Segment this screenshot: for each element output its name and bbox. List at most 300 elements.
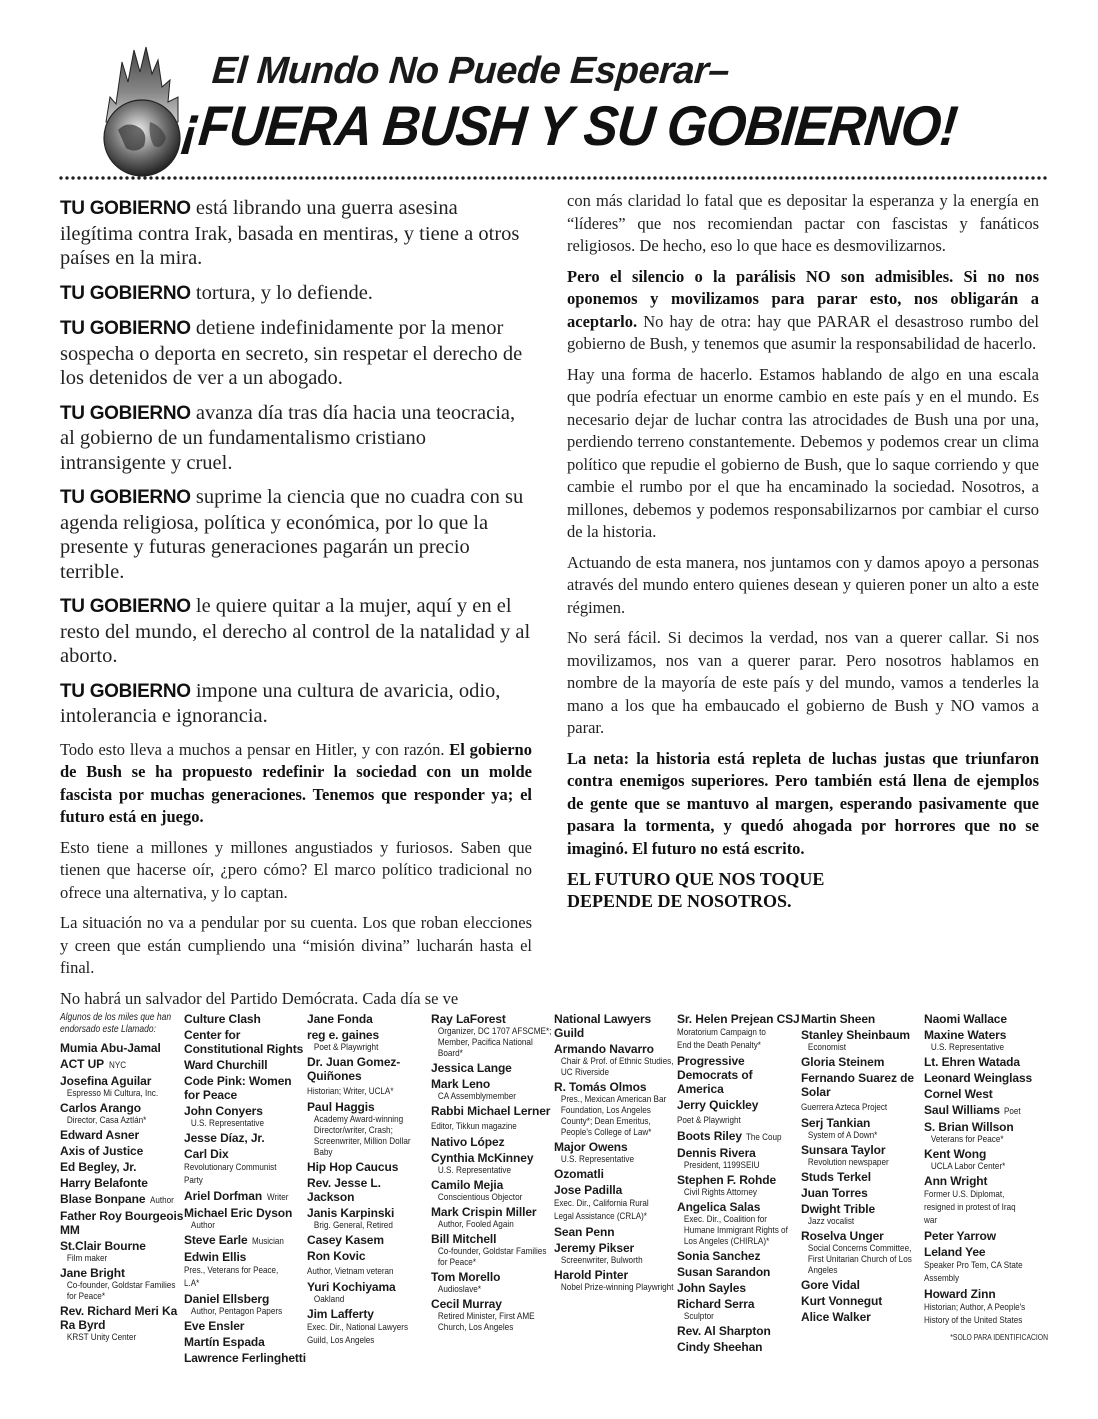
endorser-entry bbox=[554, 1183, 678, 1223]
paragraph-acting: Actuando de esta manera, nos juntamos con y damos apoyo a personas através del mundo entero quienes desean y quieren poner un alto a este régimen. bbox=[567, 552, 1039, 617]
endorser-affiliation: Retired Minister, First AME Church, Los Angeles bbox=[437, 1311, 535, 1333]
statement-text: detiene indefinidamente por la menor sospecha o deporta en secreto, sin respetar el derecho de los detenidos de ver a un abogado. bbox=[60, 317, 523, 389]
paragraph-hitler bbox=[60, 739, 532, 829]
endorser-affiliation: President, 1199SEIU bbox=[683, 1160, 760, 1171]
endorser-entry bbox=[431, 1061, 555, 1075]
endorser-name: Culture Clash bbox=[184, 1012, 261, 1026]
title-subheading: El Mundo No Puede Esperar– bbox=[210, 50, 731, 92]
endorser-affiliation: Editor, Tikkun magazine bbox=[431, 1121, 517, 1132]
endorser-name: Ward Churchill bbox=[184, 1058, 268, 1072]
statement-5 bbox=[60, 485, 532, 584]
endorser-entry bbox=[924, 1055, 1048, 1069]
endorser-entry bbox=[184, 1189, 308, 1204]
endorser-entry bbox=[184, 1058, 308, 1072]
flaming-globe-icon bbox=[96, 42, 188, 182]
endorser-affiliation: Jazz vocalist bbox=[807, 1216, 855, 1227]
endorser-name: Maxine Waters bbox=[924, 1028, 1007, 1042]
endorser-affiliation: Screenwriter, Bulworth bbox=[560, 1255, 643, 1266]
endorser-name: Saul Williams bbox=[924, 1103, 1000, 1117]
endorser-name: Naomi Wallace bbox=[924, 1012, 1007, 1026]
endorser-entry bbox=[801, 1202, 925, 1227]
endorser-affiliation: Organizer, DC 1707 AFSCME*; Member, Pacifica National Board* bbox=[437, 1026, 552, 1059]
endorser-name: Eve Ensler bbox=[184, 1319, 245, 1333]
endorser-affiliation: Veterans for Peace* bbox=[930, 1134, 1004, 1145]
endorser-entry bbox=[801, 1170, 925, 1184]
endorser-name: Ann Wright bbox=[924, 1174, 988, 1188]
endorser-entry bbox=[307, 1160, 431, 1174]
endorser-affiliation: Guerrera Azteca Project bbox=[801, 1102, 888, 1113]
endorser-entry bbox=[801, 1055, 925, 1069]
endorser-name: Gore Vidal bbox=[801, 1278, 860, 1292]
endorser-affiliation: Co-founder, Goldstar Families for Peace* bbox=[437, 1246, 547, 1268]
endorser-name: Josefina Aguilar bbox=[60, 1074, 152, 1088]
endorser-entry bbox=[60, 1239, 184, 1264]
endorsers-intro: Algunos de los miles que han endorsado este Llamado: bbox=[60, 1012, 172, 1035]
endorser-name: Jerry Quickley bbox=[677, 1098, 759, 1112]
endorser-name: John Conyers bbox=[184, 1104, 263, 1118]
endorser-name: Lt. Ehren Watada bbox=[924, 1055, 1020, 1069]
endorser-name: Serj Tankian bbox=[801, 1116, 871, 1130]
paragraph-emphasis: El gobierno de Bush se ha propuesto redefinir la sociedad con un molde fascista por muchas generaciones. Tenemos que responder ya; el futuro está en juego. bbox=[60, 739, 532, 826]
endorser-name: Carlos Arango bbox=[60, 1101, 141, 1115]
endorser-name: Rev. Al Sharpton bbox=[677, 1324, 771, 1338]
paragraph-millions: Esto tiene a millones y millones angustiados y furiosos. Saben que tienen que hacerse oír, ¿pero cómo? El marco político tradicional no ofrece una alternativa, y lo captan. bbox=[60, 837, 532, 902]
endorser-entry bbox=[431, 1077, 555, 1102]
endorser-affiliation: Audioslave* bbox=[437, 1284, 482, 1295]
statement-1 bbox=[60, 196, 532, 271]
endorser-affiliation: Poet & Playwright bbox=[677, 1115, 741, 1126]
endorser-entry bbox=[924, 1245, 1048, 1285]
endorser-name: Carl Dix bbox=[184, 1147, 229, 1161]
endorser-affiliation: Civil Rights Attorney bbox=[683, 1187, 757, 1198]
endorser-affiliation: UCLA Labor Center* bbox=[930, 1161, 1006, 1172]
endorser-name: Jose Padilla bbox=[554, 1183, 623, 1197]
endorser-affiliation: Writer bbox=[266, 1192, 288, 1203]
endorser-entry bbox=[801, 1143, 925, 1168]
endorser-name: Howard Zinn bbox=[924, 1287, 996, 1301]
endorser-entry bbox=[677, 1054, 801, 1096]
endorser-name: Alice Walker bbox=[801, 1310, 871, 1324]
endorser-affiliation: Espresso Mi Cultura, Inc. bbox=[66, 1088, 159, 1099]
endorser-affiliation: Brig. General, Retired bbox=[313, 1220, 393, 1231]
endorser-name: Jane Bright bbox=[60, 1266, 125, 1280]
endorser-affiliation: Film maker bbox=[66, 1253, 108, 1264]
endorser-entry bbox=[184, 1012, 308, 1026]
paragraph-text: No hay de otra: hay que PARAR el desastroso rumbo del gobierno de Bush, y tenemos que asumir la responsabilidad de hacerlo. bbox=[567, 311, 1039, 353]
endorser-entry bbox=[184, 1250, 308, 1290]
endorser-name: Bill Mitchell bbox=[431, 1232, 497, 1246]
endorser-entry bbox=[924, 1028, 1048, 1053]
endorser-name: Jane Fonda bbox=[307, 1012, 373, 1026]
endorser-name: Camilo Mejia bbox=[431, 1178, 504, 1192]
endorser-name: Jesse Díaz, Jr. bbox=[184, 1131, 265, 1145]
endorser-name: Harry Belafonte bbox=[60, 1176, 148, 1190]
endorser-affiliation: Author, Pentagon Papers bbox=[190, 1306, 283, 1317]
endorser-entry bbox=[60, 1266, 184, 1302]
statement-text: está librando una guerra asesina ilegítima contra Irak, basada en mentiras, y tiene a otros países en la mira. bbox=[60, 197, 520, 269]
endorser-name: Rabbi Michael Lerner bbox=[431, 1104, 551, 1118]
statement-text: le quiere quitar a la mujer, aquí y en el resto del mundo, el derecho al control de la natalidad y al aborto. bbox=[60, 595, 531, 667]
endorser-name: ACT UP bbox=[60, 1057, 105, 1071]
endorser-affiliation: Exec. Dir., National Lawyers Guild, Los Angeles bbox=[307, 1322, 408, 1346]
endorser-entry bbox=[677, 1281, 801, 1295]
statement-keyword: TU GOBIERNO bbox=[60, 318, 191, 339]
endorser-entry bbox=[924, 1120, 1048, 1145]
endorser-column bbox=[60, 1012, 184, 1345]
endorsers-list bbox=[60, 1012, 1050, 1372]
endorser-name: Ray LaForest bbox=[431, 1012, 506, 1026]
endorser-name: Sonia Sanchez bbox=[677, 1249, 761, 1263]
endorser-entry bbox=[431, 1104, 555, 1133]
endorser-entry bbox=[677, 1324, 801, 1338]
endorser-entry bbox=[431, 1232, 555, 1268]
endorser-affiliation: Sculptor bbox=[683, 1311, 714, 1322]
endorser-name: Armando Navarro bbox=[554, 1042, 654, 1056]
endorser-affiliation: Historian; Author, A People's History of the United States bbox=[924, 1302, 1026, 1326]
paragraph-way: Hay una forma de hacerlo. Estamos hablando de algo en una escala que podría efectuar un enorme cambio en este país y en el mundo. Es necesario dejar de luchar contra las atrocidades de Bush una por una, perdiendo terreno constantemente. Debemos y podemos crear un clima político que repudie el gobierno de Bush, que lo saque corriendo y que cambie el rumbo por el que ha encaminado la sociedad. Nosotros, a millones, debemos y podemos responsabilizarnos por cambiar el curso de la historia. bbox=[567, 364, 1039, 541]
endorser-name: Mark Leno bbox=[431, 1077, 491, 1091]
endorser-name: Cynthia McKinney bbox=[431, 1151, 534, 1165]
endorser-entry bbox=[184, 1292, 308, 1317]
statement-2 bbox=[60, 281, 532, 307]
endorser-name: Jeremy Pikser bbox=[554, 1241, 635, 1255]
endorser-entry bbox=[924, 1087, 1048, 1101]
endorser-name: Ariel Dorfman bbox=[184, 1189, 263, 1203]
endorser-entry bbox=[677, 1265, 801, 1279]
endorser-entry bbox=[801, 1229, 925, 1276]
endorser-name: Axis of Justice bbox=[60, 1144, 144, 1158]
endorser-name: Juan Torres bbox=[801, 1186, 868, 1200]
endorser-name: Father Roy Bourgeois MM bbox=[60, 1209, 184, 1237]
endorser-name: Ron Kovic bbox=[307, 1249, 366, 1263]
endorser-affiliation: Economist bbox=[807, 1042, 847, 1053]
endorser-entry bbox=[431, 1270, 555, 1295]
endorser-entry bbox=[184, 1074, 308, 1102]
endorser-affiliation: Co-founder, Goldstar Families for Peace* bbox=[66, 1280, 176, 1302]
endorser-entry bbox=[184, 1131, 308, 1145]
endorser-entry bbox=[677, 1200, 801, 1247]
endorser-entry bbox=[60, 1144, 184, 1158]
endorser-entry bbox=[307, 1055, 431, 1098]
paragraph-text: Todo esto lleva a muchos a pensar en Hitler, y con razón. bbox=[60, 739, 450, 759]
endorser-entry bbox=[307, 1249, 431, 1278]
endorser-name: Kent Wong bbox=[924, 1147, 987, 1161]
endorser-name: reg e. gaines bbox=[307, 1028, 380, 1042]
endorser-entry bbox=[924, 1174, 1048, 1227]
endorser-affiliation: Exec. Dir., California Rural Legal Assistance (CRLA)* bbox=[554, 1198, 649, 1222]
endorser-affiliation: Revolutionary Communist Party bbox=[184, 1162, 277, 1186]
closing-line-1: EL FUTURO QUE NOS TOQUE bbox=[567, 869, 825, 889]
endorser-name: Gloria Steinem bbox=[801, 1055, 885, 1069]
identification-footnote: *SOLO PARA IDENTIFICACION bbox=[950, 1333, 1048, 1342]
endorser-name: Fernando Suarez de Solar bbox=[801, 1071, 914, 1099]
endorser-entry bbox=[60, 1074, 184, 1099]
header bbox=[0, 0, 1098, 190]
endorser-entry bbox=[431, 1151, 555, 1176]
endorser-entry bbox=[554, 1225, 678, 1239]
endorser-entry bbox=[60, 1101, 184, 1126]
paragraph-clarity: con más claridad lo fatal que es depositar la esperanza y la energía en “líderes” que nos recomiendan pactar con fascistas y fanáticos religiosos. De hecho, eso lo que hace es desmovilizarnos. bbox=[567, 191, 1039, 255]
paragraph-history bbox=[567, 748, 1039, 861]
endorser-name: Lawrence Ferlinghetti bbox=[184, 1351, 306, 1365]
endorser-name: Blase Bonpane bbox=[60, 1192, 146, 1206]
endorser-entry bbox=[801, 1071, 925, 1114]
endorser-name: Susan Sarandon bbox=[677, 1265, 771, 1279]
closing-line-2: DEPENDE DE NOSOTROS. bbox=[567, 891, 792, 911]
endorser-name: Yuri Kochiyama bbox=[307, 1280, 396, 1294]
endorser-name: Ozomatli bbox=[554, 1167, 604, 1181]
statement-text: tortura, y lo defiende. bbox=[195, 281, 373, 304]
endorser-entry bbox=[307, 1280, 431, 1305]
endorser-name: Edwin Ellis bbox=[184, 1250, 247, 1264]
endorser-affiliation: Poet & Playwright bbox=[313, 1042, 379, 1053]
statement-keyword: TU GOBIERNO bbox=[60, 596, 191, 617]
statement-text: avanza día tras día hacia una teocracia, al gobierno de un fundamentalismo cristiano intransigente y cruel. bbox=[60, 401, 516, 474]
endorser-affiliation: Musician bbox=[252, 1236, 284, 1247]
endorser-name: Edward Asner bbox=[60, 1128, 140, 1142]
endorser-name: Stephen F. Rohde bbox=[677, 1173, 777, 1187]
endorser-name: Martin Sheen bbox=[801, 1012, 876, 1026]
endorser-entry bbox=[431, 1297, 555, 1333]
endorser-name: Mark Crispin Miller bbox=[431, 1205, 537, 1219]
endorser-entry bbox=[677, 1249, 801, 1263]
endorser-name: Cornel West bbox=[924, 1087, 993, 1101]
endorser-entry bbox=[801, 1278, 925, 1292]
endorser-name: Sean Penn bbox=[554, 1225, 615, 1239]
statement-keyword: TU GOBIERNO bbox=[60, 402, 191, 424]
endorser-entry bbox=[554, 1012, 678, 1040]
endorser-name: Studs Terkel bbox=[801, 1170, 871, 1184]
endorser-column bbox=[554, 1012, 678, 1295]
endorser-entry bbox=[184, 1335, 308, 1349]
endorser-affiliation: Historian; Writer, UCLA* bbox=[307, 1086, 394, 1097]
paragraph-savior: No habrá un salvador del Partido Demócrata. Cada día se ve bbox=[60, 988, 459, 1008]
statement-3 bbox=[60, 316, 532, 391]
endorser-name: Daniel Ellsberg bbox=[184, 1292, 270, 1306]
left-column bbox=[60, 196, 532, 1018]
endorser-name: Sunsara Taylor bbox=[801, 1143, 886, 1157]
endorser-name: R. Tomás Olmos bbox=[554, 1080, 647, 1094]
endorser-entry bbox=[801, 1028, 925, 1053]
paragraph-emphasis: La neta: la historia está repleta de luchas justas que triunfaron contra enemigos superiores. Pero también está llena de ejemplos de gente que se mantuvo al margen, esperando pasivamente que pasara la tormenta, y quedó ahogada por horrores que no se imaginó. El futuro no está escrito. bbox=[567, 748, 1039, 858]
endorser-entry bbox=[554, 1241, 678, 1266]
endorser-affiliation: Author bbox=[190, 1220, 215, 1231]
endorser-entry bbox=[924, 1103, 1048, 1118]
endorser-name: Peter Yarrow bbox=[924, 1229, 996, 1243]
endorser-name: Stanley Sheinbaum bbox=[801, 1028, 910, 1042]
paragraph-not-easy: No será fácil. Si decimos la verdad, nos van a querer callar. Si nos movilizamos, nos van a querer parar. Pero nosotros hablamos en nombre de la mayoría de este país y del mundo, vamos a tenderles la mano a los que ha embaucado el gobierno de Bush y NO vamos a parar. bbox=[567, 628, 1039, 737]
endorser-affiliation: Pres., Mexican American Bar Foundation, Los Angeles County*; Dean Emeritus, People's College of Law* bbox=[560, 1094, 667, 1138]
endorser-entry bbox=[60, 1057, 184, 1072]
endorser-column bbox=[431, 1012, 555, 1335]
endorser-name: Tom Morello bbox=[431, 1270, 501, 1284]
paragraph-situation: La situación no va a pendular por su cuenta. Los que roban elecciones y creen que están cumpliendo una “misión divina” lucharán hasta el final. bbox=[60, 913, 532, 977]
statement-4 bbox=[60, 401, 532, 476]
endorser-name: Richard Serra bbox=[677, 1297, 755, 1311]
endorser-name: Janis Karpinski bbox=[307, 1206, 395, 1220]
endorser-entry bbox=[677, 1173, 801, 1198]
endorser-name: Roselva Unger bbox=[801, 1229, 884, 1243]
endorser-name: Dennis Rivera bbox=[677, 1146, 756, 1160]
endorser-name: Casey Kasem bbox=[307, 1233, 384, 1247]
endorser-affiliation: Nobel Prize-winning Playwright bbox=[560, 1282, 674, 1293]
endorser-name: John Sayles bbox=[677, 1281, 746, 1295]
endorser-affiliation: Author, Fooled Again bbox=[437, 1219, 514, 1230]
endorser-affiliation: Speaker Pro Tem, CA State Assembly bbox=[924, 1260, 1023, 1284]
endorser-affiliation: U.S. Representative bbox=[437, 1165, 511, 1176]
endorser-entry bbox=[801, 1310, 925, 1324]
endorser-entry bbox=[307, 1176, 431, 1204]
endorser-entry bbox=[184, 1147, 308, 1187]
endorser-entry bbox=[677, 1340, 801, 1354]
endorser-entry bbox=[60, 1160, 184, 1174]
endorser-entry bbox=[924, 1012, 1048, 1026]
endorser-name: Cindy Sheehan bbox=[677, 1340, 763, 1354]
endorser-entry bbox=[60, 1128, 184, 1142]
endorser-entry bbox=[924, 1229, 1048, 1243]
endorser-entry bbox=[184, 1351, 308, 1365]
endorser-entry bbox=[60, 1176, 184, 1190]
endorser-affiliation: Author bbox=[149, 1195, 174, 1206]
endorser-name: Dr. Juan Gomez-Quiñones bbox=[307, 1055, 401, 1083]
endorser-entry bbox=[554, 1140, 678, 1165]
endorser-affiliation: Director, Casa Aztlán* bbox=[66, 1115, 147, 1126]
statement-keyword: TU GOBIERNO bbox=[60, 487, 191, 508]
statement-6 bbox=[60, 594, 532, 669]
endorser-column bbox=[677, 1012, 801, 1356]
endorser-name: Kurt Vonnegut bbox=[801, 1294, 883, 1308]
statement-keyword: TU GOBIERNO bbox=[60, 282, 191, 304]
endorser-affiliation: Social Concerns Committee, First Unitarian Church of Los Angeles bbox=[807, 1243, 912, 1276]
endorser-column bbox=[924, 1012, 1048, 1342]
endorser-name: Nativo López bbox=[431, 1135, 505, 1149]
endorser-entry bbox=[307, 1028, 431, 1053]
endorser-affiliation: CA Assemblymember bbox=[437, 1091, 516, 1102]
endorser-name: Martín Espada bbox=[184, 1335, 265, 1349]
endorser-name: Jessica Lange bbox=[431, 1061, 512, 1075]
endorser-entry bbox=[307, 1012, 431, 1026]
endorser-name: Paul Haggis bbox=[307, 1100, 375, 1114]
endorser-affiliation: Oakland bbox=[313, 1294, 345, 1305]
endorser-name: Rev. Jesse L. Jackson bbox=[307, 1176, 381, 1204]
endorser-affiliation: Conscientious Objector bbox=[437, 1192, 523, 1203]
statement-keyword: TU GOBIERNO bbox=[60, 680, 191, 702]
endorser-name: Leonard Weinglass bbox=[924, 1071, 1033, 1085]
dotted-divider bbox=[58, 174, 1048, 182]
closing-statement bbox=[567, 868, 1039, 912]
endorser-entry bbox=[801, 1294, 925, 1308]
endorser-name: Angelica Salas bbox=[677, 1200, 761, 1214]
endorser-entry bbox=[184, 1233, 308, 1248]
endorser-entry bbox=[307, 1233, 431, 1247]
endorser-affiliation: System of A Down* bbox=[807, 1130, 878, 1141]
endorser-name: Major Owens bbox=[554, 1140, 628, 1154]
endorser-name: S. Brian Willson bbox=[924, 1120, 1014, 1134]
endorser-entry bbox=[554, 1167, 678, 1181]
endorser-entry bbox=[60, 1304, 184, 1343]
endorser-entry bbox=[184, 1104, 308, 1129]
endorser-name: Harold Pinter bbox=[554, 1268, 629, 1282]
endorser-entry bbox=[924, 1287, 1048, 1327]
endorser-name: Leland Yee bbox=[924, 1245, 986, 1259]
endorser-affiliation: U.S. Representative bbox=[930, 1042, 1004, 1053]
endorser-name: Sr. Helen Prejean CSJ bbox=[677, 1012, 800, 1026]
endorser-entry bbox=[677, 1297, 801, 1322]
endorser-name: Dwight Trible bbox=[801, 1202, 876, 1216]
endorser-name: Mumia Abu-Jamal bbox=[60, 1041, 161, 1055]
endorser-affiliation: Academy Award-winning Director/writer, Crash; Screenwriter, Million Dollar Baby bbox=[313, 1114, 411, 1158]
endorser-name: St.Clair Bourne bbox=[60, 1239, 146, 1253]
endorser-name: Cecil Murray bbox=[431, 1297, 502, 1311]
endorser-entry bbox=[431, 1135, 555, 1149]
endorser-entry bbox=[307, 1206, 431, 1231]
endorser-entry bbox=[184, 1319, 308, 1333]
endorser-entry bbox=[184, 1028, 308, 1056]
title-headline: ¡FUERA BUSH Y SU GOBIERNO! bbox=[179, 94, 960, 157]
endorser-entry bbox=[307, 1100, 431, 1158]
endorser-name: Steve Earle bbox=[184, 1233, 248, 1247]
endorser-affiliation: The Coup bbox=[746, 1132, 782, 1143]
endorser-entry bbox=[554, 1080, 678, 1138]
endorser-name: Hip Hop Caucus bbox=[307, 1160, 399, 1174]
endorser-affiliation: Poet bbox=[1004, 1106, 1022, 1117]
endorser-entry bbox=[60, 1192, 184, 1207]
endorser-entry bbox=[554, 1042, 678, 1078]
endorser-affiliation: Pres., Veterans for Peace, L.A* bbox=[184, 1265, 279, 1289]
endorser-affiliation: U.S. Representative bbox=[190, 1118, 264, 1129]
endorser-entry bbox=[677, 1146, 801, 1171]
endorser-entry bbox=[431, 1205, 555, 1230]
endorser-affiliation: Exec. Dir., Coalition for Humane Immigrant Rights of Los Angeles (CHIRLA)* bbox=[683, 1214, 788, 1247]
endorser-entry bbox=[184, 1206, 308, 1231]
endorser-name: Jim Lafferty bbox=[307, 1307, 374, 1321]
endorser-affiliation: KRST Unity Center bbox=[66, 1332, 137, 1343]
endorser-entry bbox=[307, 1307, 431, 1347]
endorser-column bbox=[307, 1012, 431, 1349]
endorser-affiliation: Author, Vietnam veteran bbox=[307, 1266, 394, 1277]
statement-text: suprime la ciencia que no cuadra con su agenda religiosa, política y económica, por lo que la presente y futuras generaciones pagarán un precio terrible. bbox=[60, 486, 524, 583]
endorser-entry bbox=[60, 1209, 184, 1237]
endorser-name: Center for Constitutional Rights bbox=[184, 1028, 304, 1056]
endorser-entry bbox=[677, 1129, 801, 1144]
endorser-name: National Lawyers Guild bbox=[554, 1012, 652, 1040]
endorser-entry bbox=[60, 1041, 184, 1055]
endorser-entry bbox=[801, 1116, 925, 1141]
endorser-entry bbox=[431, 1178, 555, 1203]
statement-keyword: TU GOBIERNO bbox=[60, 198, 191, 219]
endorser-name: Boots Riley bbox=[677, 1129, 742, 1143]
endorser-affiliation: Revolution newspaper bbox=[807, 1157, 889, 1168]
endorser-entry bbox=[801, 1186, 925, 1200]
right-column bbox=[567, 190, 1039, 912]
paragraph-silence bbox=[567, 266, 1039, 356]
endorser-name: Progressive Democrats of America bbox=[677, 1054, 753, 1096]
endorser-name: Michael Eric Dyson bbox=[184, 1206, 293, 1220]
endorser-entry bbox=[677, 1012, 801, 1052]
endorser-affiliation: Chair & Prof. of Ethnic Studies, UC Riverside bbox=[560, 1056, 674, 1078]
endorser-name: Ed Begley, Jr. bbox=[60, 1160, 137, 1174]
statement-text: impone una cultura de avaricia, odio, intolerancia e ignorancia. bbox=[60, 679, 501, 727]
endorser-column bbox=[801, 1012, 925, 1326]
endorser-name: Code Pink: Women for Peace bbox=[184, 1074, 292, 1102]
endorser-entry bbox=[801, 1012, 925, 1026]
endorser-entry bbox=[924, 1071, 1048, 1085]
endorser-entry bbox=[677, 1098, 801, 1127]
endorser-affiliation: Moratorium Campaign to End the Death Penalty* bbox=[677, 1027, 766, 1051]
endorser-affiliation: Former U.S. Diplomat, resigned in protest of Iraq war bbox=[924, 1189, 1016, 1226]
endorser-entry bbox=[924, 1147, 1048, 1172]
endorser-affiliation: NYC bbox=[108, 1060, 126, 1071]
